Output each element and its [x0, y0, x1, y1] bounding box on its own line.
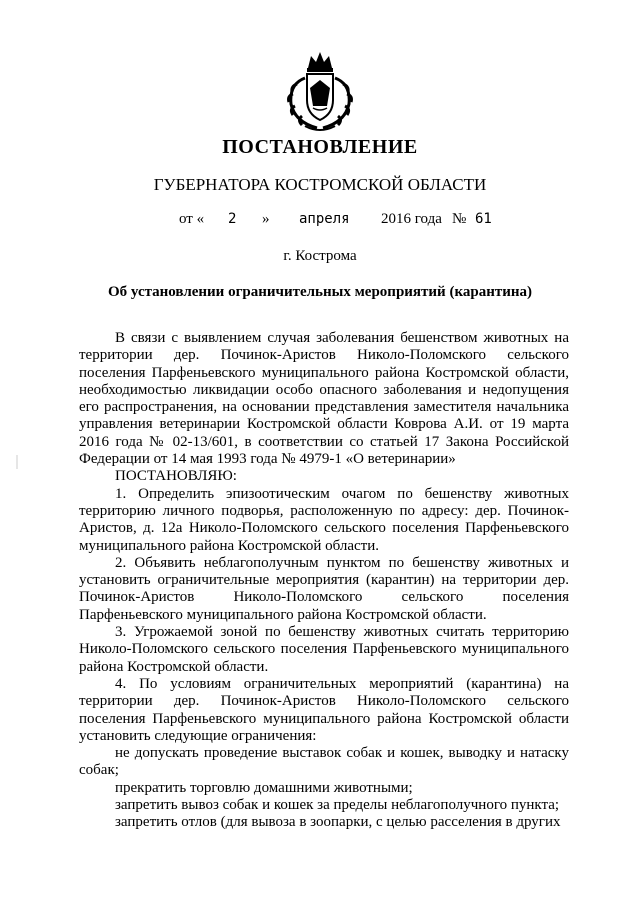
- list-item: 3. Угрожаемой зоной по бешенству животных считать территорию Николо-Поломского сельского поселения Парфеньевского муниципального района Костромской области.: [79, 624, 569, 675]
- resolve-line: ПОСТАНОВЛЯЮ:: [115, 468, 237, 485]
- date-close-quote: »: [262, 211, 270, 227]
- document-body: [79, 330, 569, 832]
- date-day: 2: [228, 211, 237, 227]
- date-month: апреля: [299, 211, 350, 227]
- scan-artifact: [16, 455, 18, 469]
- restriction-item: запретить вывоз собак и кошек за пределы неблагополучного пункта;: [115, 797, 560, 814]
- coat-of-arms-icon: [275, 48, 365, 134]
- date-prefix: от «: [179, 211, 205, 227]
- date-line: [0, 211, 640, 231]
- number-sign: №: [452, 211, 467, 227]
- date-year: 2016 года: [381, 211, 442, 227]
- document-number: 61: [475, 211, 492, 227]
- list-item: 1. Определить эпизоотическим очагом по бешенству животных территорию личного подворья, расположенную по адресу: дер. Починок-Аристов, д. 12а Николо-Поломского сельского поселения Парфеньевского муниципального района Костромской области.: [79, 485, 569, 554]
- restriction-item: не допускать проведение выставок собак и кошек, выводку и натаску собак;: [79, 745, 569, 779]
- list-item: 2. Объявить неблагополучным пунктом по бешенству животных и установить ограничительные мероприятия (карантин) на территории дер. Починок-Аристов Николо-Поломского сельского поселения Парфеньевского муниципального района Костромской области.: [79, 554, 569, 623]
- issue-city: г. Кострома: [283, 248, 357, 264]
- preamble-paragraph: В связи с выявлением случая заболевания бешенством животных на территории дер. Починок-Аристов Николо-Поломского сельского поселения Парфеньевского муниципального района Костромской области, необходимостью ликвидации особо опасного заболевания и недопущения его распространения, на основании представления заместителя начальника управления ветеринарии Костромской области Коврова А.И. от 19 марта 2016 года № 02-13/601, в соответствии со статьей 17 Закона Российской Федерации от 14 мая 1993 года № 4979-1 «О ветеринарии»: [79, 330, 569, 468]
- document-title: ПОСТАНОВЛЕНИЕ: [222, 136, 418, 158]
- list-item: 4. По условиям ограничительных мероприятий (карантина) на территории дер. Починок-Аристов Николо-Поломского сельского поселения Парфеньевского муниципального района Костромской области установить следующие ограничения:: [79, 675, 569, 744]
- document-subject: Об установлении ограничительных мероприятий (карантина): [107, 284, 532, 300]
- issuer-title: ГУБЕРНАТОРА КОСТРОМСКОЙ ОБЛАСТИ: [153, 175, 487, 194]
- restriction-item: запретить отлов (для вывоза в зоопарки, с целью расселения в других: [115, 814, 561, 831]
- restriction-item: прекратить торговлю домашними животными;: [115, 779, 413, 796]
